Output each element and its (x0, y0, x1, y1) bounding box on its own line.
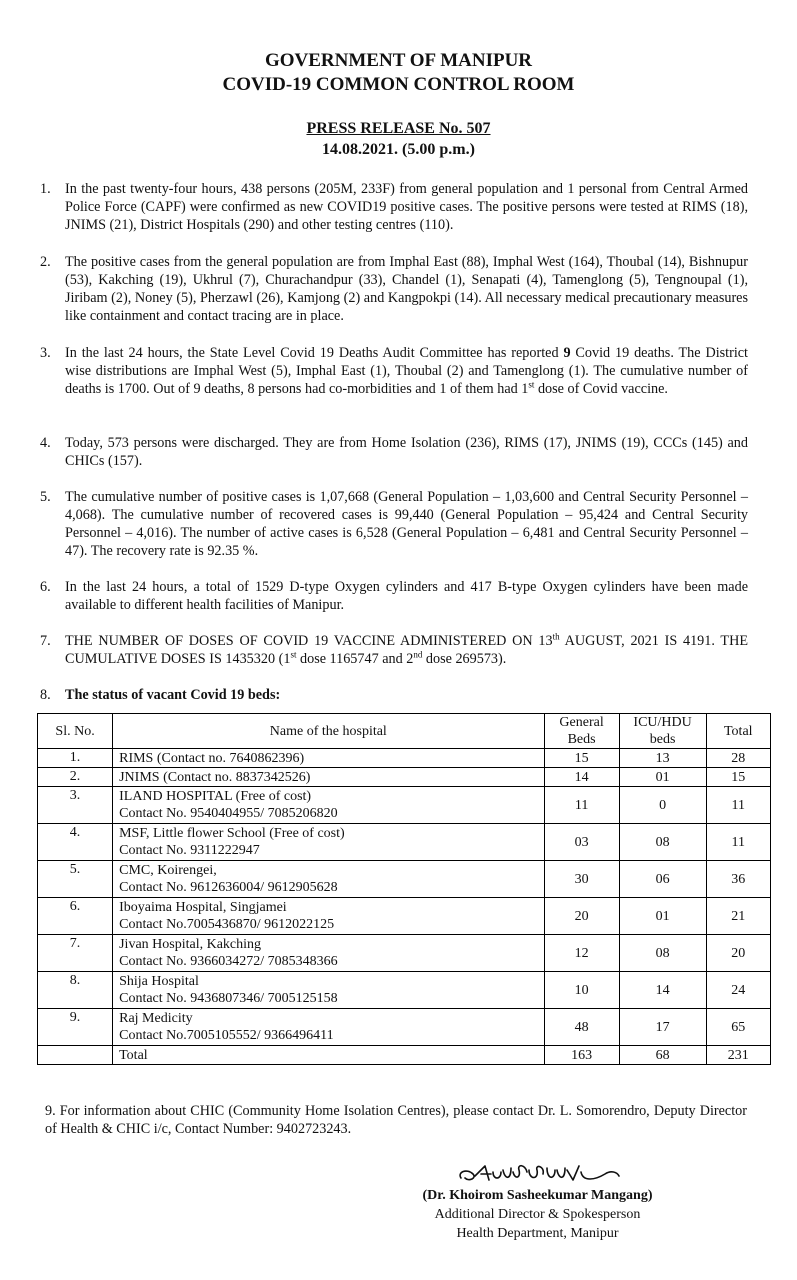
hospital-contact: Contact No.7005436870/ 9612022125 (119, 917, 335, 932)
paragraph-5 (40, 488, 748, 560)
press-release-number: PRESS RELEASE No. 507 (306, 120, 491, 137)
cell-sl-no: 3. (38, 787, 113, 824)
header-total: Total (706, 714, 770, 749)
cell-icu: 13 (619, 749, 706, 768)
ordinal-suffix: st (528, 379, 535, 390)
cell-total: 15 (706, 768, 770, 787)
paragraph-text (65, 344, 748, 398)
paragraph-number: 2. (40, 254, 51, 270)
hospital-name: MSF, Little flower School (Free of cost) (119, 826, 345, 841)
cell-icu: 08 (619, 824, 706, 861)
paragraph-text: The positive cases from the general population are from Imphal East (88), Imphal West (164), Thoubal (14), Bishnupur (53), Kakching (19), Ukhrul (7), Churachandpur (33), Chandel (1), Senapati (4), Tamenglong (5), Tengnoupal (1), Jiribam (2), Noney (5), Pherzawl (26), Kamjong (2) and Kangpokpi (14). All necessary medical precautionary measures like containment and contact tracing are in place. (65, 254, 748, 324)
signatory-department: Health Department, Manipur (456, 1226, 619, 1241)
paragraph-text: The cumulative number of positive cases is 1,07,668 (General Population – 1,03,600 and Central Security Personnel – 4,068). The cumulative number of recovered cases is 99,440 (General Population – 95,424 and Central Security Personnel – 4,016). The number of active cases is 6,528 (General Population – 6,481 and Central Security Personnel – 47). The recovery rate is 92.35 %. (65, 489, 748, 559)
cell-hospital (113, 972, 544, 1009)
paragraph-text: In the past twenty-four hours, 438 persons (205M, 233F) from general population and 1 personal from Central Armed Police Force (CAPF) were confirmed as new COVID19 positive cases. The positive persons were tested at RIMS (18), JNIMS (21), District Hospitals (290) and other testing centres (110). (65, 181, 748, 233)
hospital-name: Raj Medicity (119, 1011, 193, 1026)
beds-section-title: The status of vacant Covid 19 beds: (65, 687, 281, 703)
table-row (38, 768, 771, 787)
paragraph-8 (40, 686, 748, 704)
paragraph-3 (40, 344, 748, 398)
paragraph-6 (40, 578, 748, 614)
cell-general: 15 (544, 749, 619, 768)
cell-hospital (113, 898, 544, 935)
cell-general: 48 (544, 1009, 619, 1046)
header-hospital-name: Name of the hospital (113, 714, 544, 749)
hospital-name: Jivan Hospital, Kakching (119, 937, 262, 952)
text-segment: THE NUMBER OF DOSES OF COVID 19 VACCINE ADMINISTERED ON 13 (65, 633, 553, 649)
table-row (38, 972, 771, 1009)
paragraph-number: 1. (40, 181, 51, 197)
cell-total: 65 (706, 1009, 770, 1046)
cell-hospital (113, 768, 544, 787)
cell-icu: 01 (619, 768, 706, 787)
control-room-heading: COVID-19 COMMON CONTROL ROOM (222, 74, 575, 95)
table-header-row (38, 714, 771, 749)
cell-total: 21 (706, 898, 770, 935)
table-row (38, 935, 771, 972)
paragraph-number: 3. (40, 345, 51, 361)
text-segment: AUGUST, 2021 IS 4191. THE CUMULATIVE DOSES IS 1435320 (1 (65, 633, 748, 667)
paragraph-2 (40, 253, 748, 325)
cell-general: 03 (544, 824, 619, 861)
hospital-name: Shija Hospital (119, 974, 199, 989)
ordinal-suffix: th (552, 631, 560, 642)
cell-hospital (113, 1009, 544, 1046)
cell-general: 30 (544, 861, 619, 898)
paragraph-number: 5. (40, 489, 51, 505)
cell-general: 20 (544, 898, 619, 935)
paragraph-1 (40, 180, 748, 234)
header-general-beds: General Beds (544, 714, 619, 749)
hospital-contact: Contact No. 9436807346/ 7005125158 (119, 991, 338, 1006)
ordinal-suffix: st (290, 649, 297, 660)
total-general: 163 (544, 1046, 619, 1065)
hospital-contact: Contact No. 9540404955/ 7085206820 (119, 806, 338, 821)
cell-total: 20 (706, 935, 770, 972)
cell-icu: 14 (619, 972, 706, 1009)
cell-hospital (113, 749, 544, 768)
chic-contact-note: 9. For information about CHIC (Community Home Isolation Centres), please contact Dr. L. Somorendro, Deputy Director of Health & CHIC i/c, Contact Number: 9402723243. (45, 1103, 747, 1137)
paragraph-number: 8. (40, 687, 51, 703)
table-total-row (38, 1046, 771, 1065)
total-label: Total (113, 1046, 544, 1065)
hospital-contact: Contact No. 9366034272/ 7085348366 (119, 954, 338, 969)
cell-icu: 0 (619, 787, 706, 824)
hospital-name: Iboyaima Hospital, Singjamei (119, 900, 287, 915)
cell-icu: 17 (619, 1009, 706, 1046)
cell-hospital (113, 935, 544, 972)
cell-total: 11 (706, 787, 770, 824)
hospital-contact: Contact No. 9311222947 (119, 843, 260, 858)
cell-icu: 08 (619, 935, 706, 972)
paragraph-4 (40, 434, 748, 470)
cell-general: 10 (544, 972, 619, 1009)
paragraph-number: 4. (40, 435, 51, 451)
paragraph-number: 7. (40, 633, 51, 649)
text-segment: Covid 19 deaths. The District wise distributions are Imphal West (5), Imphal East (1), Thoubal (2) and Tamenglong (1). The cumulative number of deaths is 1700. Out of 9 deaths, 8 persons had co-morbidities and 1 of them had 1 (65, 345, 749, 397)
hospital-name: JNIMS (Contact no. 8837342526) (119, 769, 311, 785)
table-row (38, 749, 771, 768)
total-icu: 68 (619, 1046, 706, 1065)
cell-sl-no: 2. (38, 768, 113, 787)
hospital-contact: Contact No. 9612636004/ 9612905628 (119, 880, 338, 895)
cell-sl-no: 6. (38, 898, 113, 935)
signatory-designation: Additional Director & Spokesperson (434, 1207, 641, 1222)
cell-hospital (113, 824, 544, 861)
signatory-name: (Dr. Khoirom Sasheekumar Mangang) (422, 1188, 653, 1203)
signature-image (455, 1158, 625, 1188)
cell-hospital (113, 861, 544, 898)
cell-icu: 01 (619, 898, 706, 935)
cell-sl-no (38, 1046, 113, 1065)
paragraph-number: 6. (40, 579, 51, 595)
table-row (38, 861, 771, 898)
hospital-name: ILAND HOSPITAL (Free of cost) (119, 789, 312, 804)
cell-total: 24 (706, 972, 770, 1009)
cell-sl-no: 9. (38, 1009, 113, 1046)
cell-sl-no: 7. (38, 935, 113, 972)
press-release-date: 14.08.2021. (5.00 p.m.) (322, 141, 475, 158)
cell-total: 36 (706, 861, 770, 898)
paragraph-text: Today, 573 persons were discharged. They are from Home Isolation (236), RIMS (17), JNIMS (19), CCCs (145) and CHICs (157). (65, 435, 748, 469)
vacant-beds-table (37, 713, 771, 1065)
government-heading: GOVERNMENT OF MANIPUR (264, 50, 533, 71)
table-row (38, 824, 771, 861)
table-row (38, 898, 771, 935)
cell-total: 11 (706, 824, 770, 861)
text-segment: dose of Covid vaccine. (534, 381, 668, 397)
death-count: 9 (563, 345, 571, 361)
header-icu-beds: ICU/HDU beds (619, 714, 706, 749)
text-segment: dose 269573). (422, 651, 507, 667)
cell-sl-no: 5. (38, 861, 113, 898)
paragraph-text: In the last 24 hours, a total of 1529 D-type Oxygen cylinders and 417 B-type Oxygen cylinders have been made available to different health facilities of Manipur. (65, 579, 748, 613)
paragraph-text (65, 632, 748, 668)
cell-sl-no: 1. (38, 749, 113, 768)
table-body (38, 749, 771, 1065)
hospital-contact: Contact No.7005105552/ 9366496411 (119, 1028, 334, 1043)
paragraph-7 (40, 632, 748, 668)
cell-total: 28 (706, 749, 770, 768)
table-row (38, 787, 771, 824)
text-segment: dose 1165747 and 2 (296, 651, 414, 667)
cell-icu: 06 (619, 861, 706, 898)
total-total: 231 (706, 1046, 770, 1065)
cell-general: 11 (544, 787, 619, 824)
cell-sl-no: 8. (38, 972, 113, 1009)
table-row (38, 1009, 771, 1046)
cell-general: 12 (544, 935, 619, 972)
hospital-name: CMC, Koirengei, (119, 863, 217, 878)
ordinal-suffix: nd (413, 649, 423, 660)
cell-sl-no: 4. (38, 824, 113, 861)
text-segment: In the last 24 hours, the State Level Covid 19 Deaths Audit Committee has reported (65, 345, 564, 361)
header-sl-no: Sl. No. (38, 714, 113, 749)
cell-general: 14 (544, 768, 619, 787)
cell-hospital (113, 787, 544, 824)
hospital-name: RIMS (Contact no. 7640862396) (119, 750, 305, 766)
